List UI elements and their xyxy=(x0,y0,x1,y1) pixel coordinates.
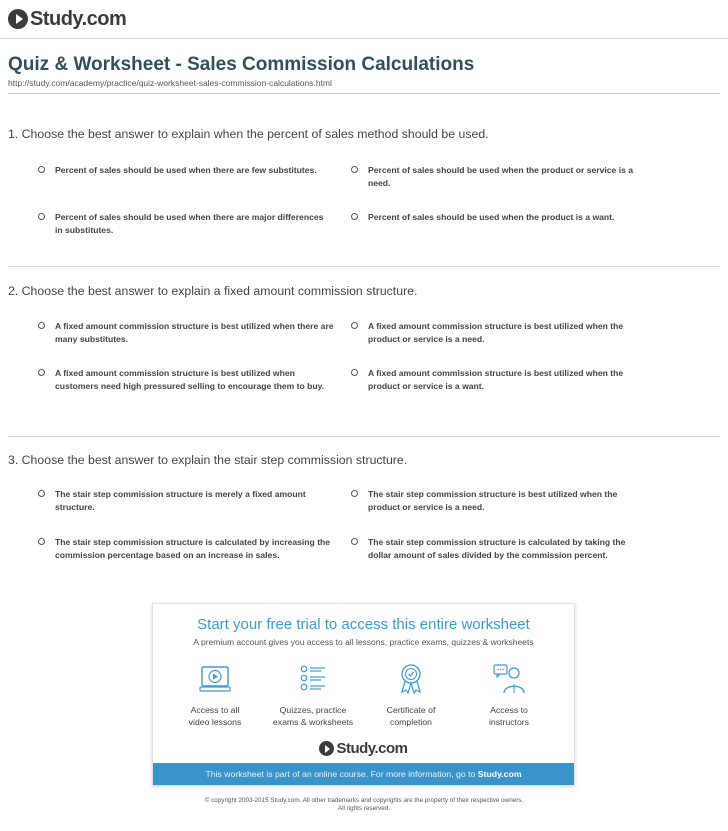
page-url: http://study.com/academy/practice/quiz-worksheet-sales-commission-calculations.html xyxy=(8,78,332,88)
answer-option[interactable] xyxy=(38,488,338,513)
question-text: 2. Choose the best answer to explain a fixed amount commission structure. xyxy=(8,284,418,298)
answer-option[interactable] xyxy=(351,536,651,561)
answer-text: A fixed amount commission structure is best utilized when customers need high pressured selling to encourage them to buy. xyxy=(55,368,325,391)
copyright-line: © copyright 2003-2015 Study.com. All other trademarks and copyrights are the property of their respective owners. xyxy=(204,797,524,804)
answer-option[interactable] xyxy=(351,211,651,224)
feature-label: completion xyxy=(389,717,432,727)
answer-text: A fixed amount commission structure is best utilized when the product or service is a want. xyxy=(368,368,624,391)
answer-text: A fixed amount commission structure is best utilized when the product or service is a need. xyxy=(368,321,624,344)
question-text: 3. Choose the best answer to explain the stair step commission structure. xyxy=(8,453,408,467)
promo-footer-link[interactable]: Study.com xyxy=(477,769,522,779)
answer-text: Percent of sales should be used when there are major differences in substitutes. xyxy=(55,212,324,235)
radio-icon[interactable] xyxy=(38,322,45,329)
answer-option[interactable] xyxy=(351,488,651,513)
radio-icon[interactable] xyxy=(38,538,45,545)
answer-text: A fixed amount commission structure is best utilized when there are many substitutes. xyxy=(55,321,334,344)
page-title: Quiz & Worksheet - Sales Commission Calculations xyxy=(8,54,475,75)
feature-instructors xyxy=(464,662,554,728)
quiz-list-icon xyxy=(296,662,330,696)
feature-label: Quizzes, practice xyxy=(279,705,347,715)
radio-icon[interactable] xyxy=(351,369,358,376)
header-divider xyxy=(0,38,728,39)
answer-option[interactable] xyxy=(351,367,651,392)
feature-label: video lessons xyxy=(188,717,242,727)
promo-subtitle: A premium account gives you access to all lessons, practice exams, quizzes & worksheets xyxy=(193,637,534,647)
question-text: 1. Choose the best answer to explain when the percent of sales method should be used. xyxy=(8,127,489,141)
feature-certificate xyxy=(366,662,456,728)
instructor-icon xyxy=(492,662,526,696)
answer-option[interactable] xyxy=(38,320,338,345)
answer-option[interactable] xyxy=(351,164,651,189)
radio-icon[interactable] xyxy=(38,166,45,173)
free-trial-promo[interactable] xyxy=(152,603,575,786)
certificate-icon xyxy=(394,662,428,696)
radio-icon[interactable] xyxy=(351,538,358,545)
feature-label: instructors xyxy=(488,717,530,727)
feature-label: Access to xyxy=(490,705,528,715)
play-logo-icon xyxy=(8,9,28,29)
logo-text: Study.com xyxy=(336,740,408,757)
answer-text: Percent of sales should be used when the product or service is a need. xyxy=(368,165,634,188)
radio-icon[interactable] xyxy=(351,213,358,220)
question-1 xyxy=(8,127,720,235)
radio-icon[interactable] xyxy=(38,369,45,376)
feature-label: Certificate of xyxy=(386,705,436,715)
radio-icon[interactable] xyxy=(351,322,358,329)
answer-option[interactable] xyxy=(351,320,651,345)
question-3 xyxy=(8,453,720,560)
copyright-line: All rights reserved. xyxy=(337,805,391,812)
answer-text: The stair step commission structure is merely a fixed amount structure. xyxy=(55,489,306,512)
copyright-notice xyxy=(0,797,728,813)
promo-footer-text: This worksheet is part of an online course. For more information, go to xyxy=(205,769,478,779)
site-header xyxy=(8,8,126,30)
question-2 xyxy=(8,284,720,391)
answer-option[interactable] xyxy=(38,536,338,561)
feature-label: Access to all xyxy=(190,705,240,715)
answer-text: Percent of sales should be used when the product is a want. xyxy=(368,212,615,222)
question-divider xyxy=(8,436,720,437)
feature-video-lessons xyxy=(170,662,260,728)
answer-text: Percent of sales should be used when there are few substitutes. xyxy=(55,165,317,175)
answer-text: The stair step commission structure is best utilized when the product or service is a need. xyxy=(368,489,618,512)
study-logo[interactable] xyxy=(8,8,126,31)
promo-footer-banner xyxy=(153,763,574,785)
answer-option[interactable] xyxy=(38,367,338,392)
question-divider xyxy=(8,266,720,267)
answer-text: The stair step commission structure is calculated by taking the dollar amount of sales divided by the commission percent. xyxy=(368,537,626,560)
radio-icon[interactable] xyxy=(351,490,358,497)
answer-text: The stair step commission structure is calculated by increasing the commission percentage based on an increase in sales. xyxy=(55,537,331,560)
logo-text: Study.com xyxy=(30,7,127,30)
answer-option[interactable] xyxy=(38,211,338,236)
feature-quizzes xyxy=(268,662,358,728)
radio-icon[interactable] xyxy=(38,490,45,497)
radio-icon[interactable] xyxy=(351,166,358,173)
radio-icon[interactable] xyxy=(38,213,45,220)
answer-option[interactable] xyxy=(38,164,338,177)
title-divider xyxy=(8,93,720,94)
play-logo-icon xyxy=(319,741,334,756)
promo-title[interactable]: Start your free trial to access this entire worksheet xyxy=(197,616,530,633)
video-lesson-icon xyxy=(198,662,232,696)
feature-label: exams & worksheets xyxy=(272,717,354,727)
promo-logo[interactable] xyxy=(153,740,574,757)
